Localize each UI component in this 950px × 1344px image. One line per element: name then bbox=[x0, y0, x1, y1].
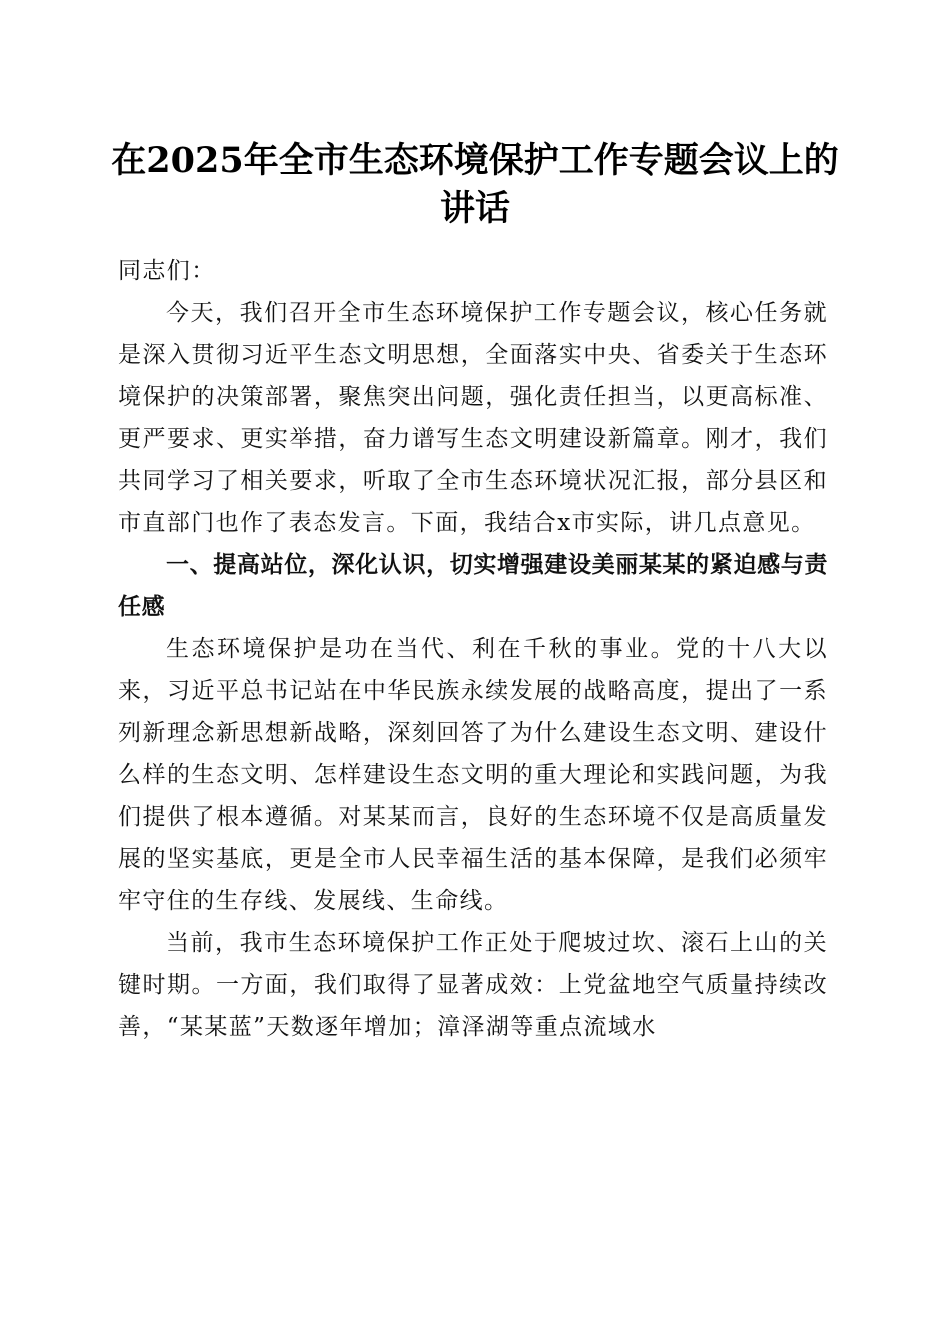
salutation: 同志们： bbox=[118, 258, 216, 284]
document-body bbox=[118, 250, 828, 1048]
section-paragraph: 生态环境保护是功在当代、利在千秋的事业。党的十八大以来，习近平总书记站在中华民族永续发展的战略高度，提出了一系列新理念新思想新战略，深刻回答了为什么建设生态文明、建设什么样的生态文明、怎样建设生态文明的重大理论和实践问题，为我们提供了根本遵循。对某某而言，良好的生态环境不仅是高质量发展的坚实基底，更是全市人民幸福生活的基本保障，是我们必须牢牢守住的生存线、发展线、生命线。 bbox=[118, 636, 828, 914]
document-title: 在2025年全市生态环境保护工作专题会议上的讲话 bbox=[111, 140, 839, 229]
intro-paragraph: 今天，我们召开全市生态环境保护工作专题会议，核心任务就是深入贯彻习近平生态文明思想，全面落实中央、省委关于生态环境保护的决策部署，聚焦突出问题，强化责任担当，以更高标准、更严要求、更实举措，奋力谱写生态文明建设新篇章。刚才，我们共同学习了相关要求，听取了全市生态环境状况汇报，部分县区和市直部门也作了表态发言。下面，我结合x市实际，讲几点意见。 bbox=[118, 300, 828, 536]
section-heading: 一、提高站位，深化认识，切实增强建设美丽某某的紧迫感与责任感 bbox=[118, 552, 828, 620]
section-paragraph: 当前，我市生态环境保护工作正处于爬坡过坎、滚石上山的关键时期。一方面，我们取得了显著成效：上党盆地空气质量持续改善，“某某蓝”天数逐年增加；漳泽湖等重点流域水 bbox=[118, 930, 828, 1040]
